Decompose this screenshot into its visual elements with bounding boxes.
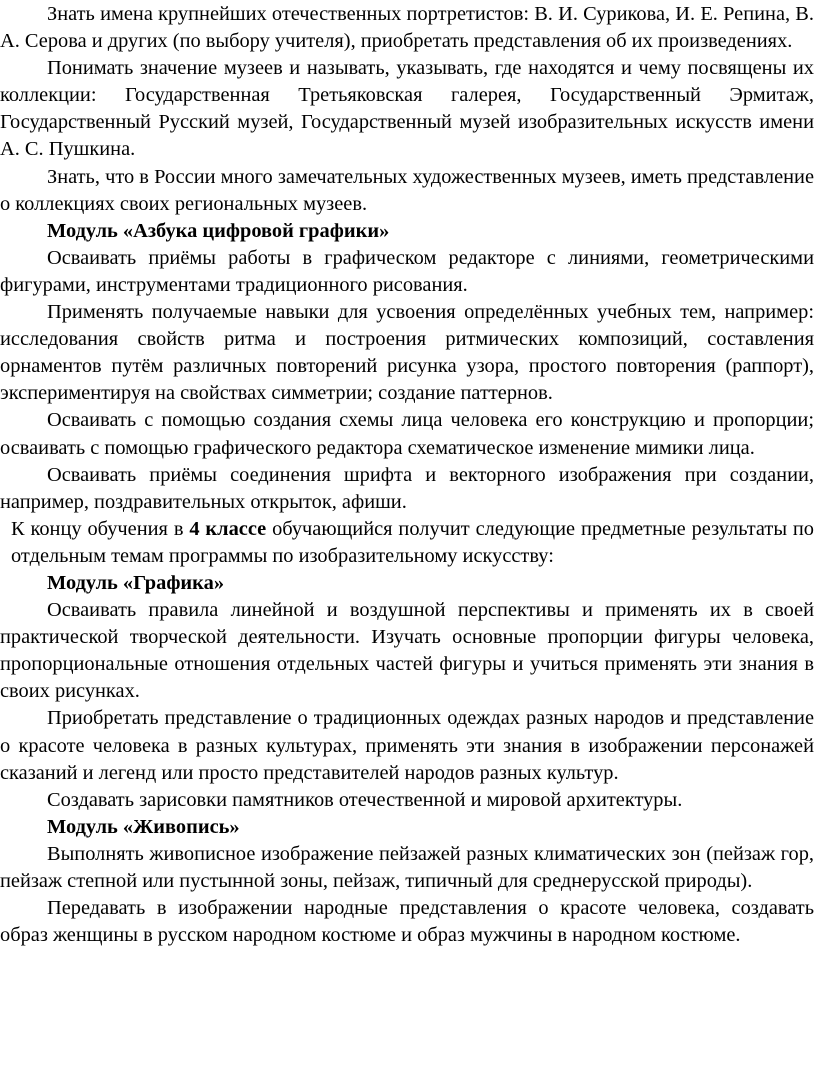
module-heading-graphics: Модуль «Графика» <box>47 571 225 594</box>
paragraph-font-vector: Осваивать приёмы соединения шрифта и векторного изображения при создании, например, поздравительных открыток, афиши. <box>0 463 814 513</box>
grade4-intro-text-c: обучающийся получит следующие предметные результаты по отдельным темам программы по изобразительному искусству: <box>11 517 815 567</box>
module-heading-painting: Модуль «Живопись» <box>47 815 240 838</box>
paragraph-graphic-editor: Осваивать приёмы работы в графическом редакторе с линиями, геометрическими фигурами, инструментами традиционного рисования. <box>0 246 814 296</box>
paragraph-traditional-clothing: Приобретать представление о традиционных одеждах разных народов и представление о красоте человека в разных культурах, применять эти знания в изображении персонажей сказаний и легенд или просто представителей народов разных культур. <box>0 707 814 784</box>
grade4-intro-grade: 4 классе <box>189 517 267 540</box>
paragraph-regional-museums: Знать, что в России много замечательных художественных музеев, иметь представление о коллекциях своих региональных музеев. <box>0 165 814 215</box>
paragraph-landscapes: Выполнять живописное изображение пейзажей разных климатических зон (пейзаж гор, пейзаж степной или пустынной зоны, пейзаж, типичный для среднерусской природы). <box>0 842 814 892</box>
paragraph-face-scheme: Осваивать с помощью создания схемы лица человека его конструкцию и пропорции; осваивать с помощью графического редактора схематическое изменение мимики лица. <box>0 409 814 459</box>
paragraph-architecture-sketches: Создавать зарисовки памятников отечественной и мировой архитектуры. <box>47 788 683 811</box>
paragraph-portraitists: Знать имена крупнейших отечественных портретистов: В. И. Сурикова, И. Е. Репина, В. А. Серова и других (по выбору учителя), приобретать представления об их произведениях. <box>0 3 814 53</box>
paragraph-perspective: Осваивать правила линейной и воздушной перспективы и применять их в своей практической творческой деятельности. Изучать основные пропорции фигуры человека, пропорциональные отношения отдельных частей фигуры и учиться применять эти знания в своих рисунках. <box>0 599 814 703</box>
paragraph-skills: Применять получаемые навыки для усвоения определённых учебных тем, например: исследования свойств ритма и построения ритмических композиций, составления орнаментов путём различных повторений рисунка узора, простого повторения (раппорт), экспериментируя на свойствах симметрии; создание паттернов. <box>0 301 814 405</box>
paragraph-grade4-intro <box>0 516 814 570</box>
paragraph-folk-beauty: Передавать в изображении народные представления о красоте человека, создавать образ женщины в русском народном костюме и образ мужчины в народном костюме. <box>0 897 814 947</box>
paragraph-museums: Понимать значение музеев и называть, указывать, где находятся и чему посвящены их коллекции: Государственная Третьяковская галерея, Государственный Эрмитаж, Государственный Русский музей, Государственный музей изобразительных искусств имени А. С. Пушкина. <box>0 57 814 161</box>
grade4-intro-text-a: К концу обучения в <box>11 517 190 540</box>
module-heading-digital-graphics: Модуль «Азбука цифровой графики» <box>47 219 390 242</box>
